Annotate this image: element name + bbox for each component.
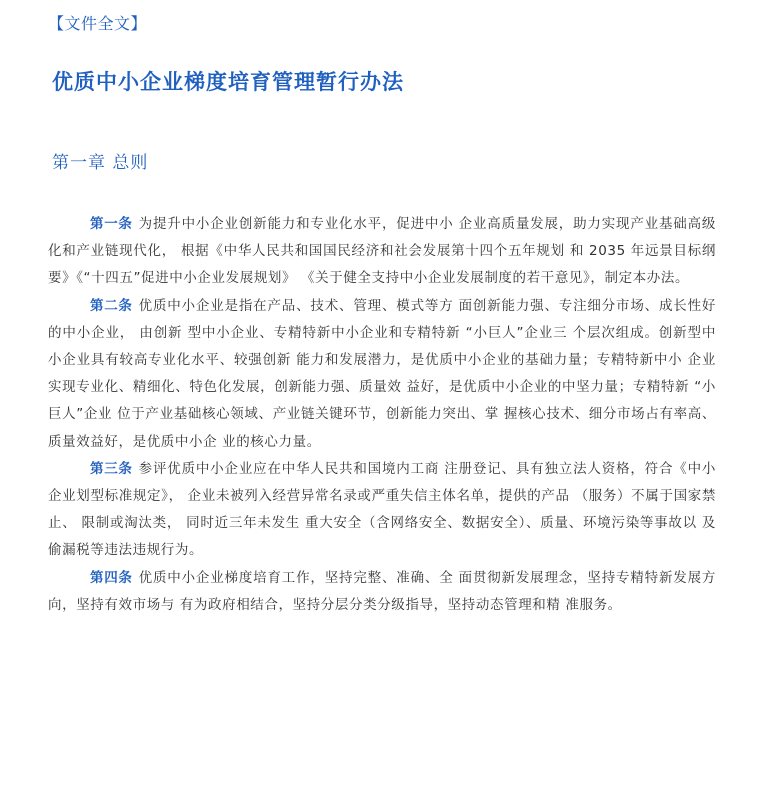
article-3-label: 第三条	[90, 460, 133, 477]
article-1	[48, 211, 716, 293]
article-2-label: 第二条	[90, 297, 133, 314]
article-4-label: 第四条	[90, 569, 133, 586]
article-4-text: 优质中小企业梯度培育工作，坚持完整、准确、全 面贯彻新发展理念，坚持专精特新发展方向，坚持有效市场与 有为政府相结合，坚持分层分类分级指导，坚持动态管理和精 准服务。	[48, 569, 717, 613]
article-4	[48, 565, 716, 619]
article-3	[48, 456, 716, 565]
document-tag: 【文件全文】	[48, 14, 148, 33]
page-title: 优质中小企业梯度培育管理暂行办法	[52, 70, 404, 94]
chapter-heading: 第一章 总则	[52, 153, 149, 173]
article-2	[48, 293, 716, 456]
article-2-text: 优质中小企业是指在产品、技术、管理、模式等方 面创新能力强、专注细分市场、成长性好的中小企业， 由创新 型中小企业、专精特新中小企业和专精特新 “小巨人”企业三 个层次组成。创新型中小企业具有较高专业化水平、较强创新 能力和发展潜力，是优质中小企业的基础力量；专精特新中小 企业实现专业化、精细化、特色化发展，创新能力强、质量效 益好，是优质中小企业的中坚力量；专精特新 “小巨人”企业 位于产业基础核心领域、产业链关键环节，创新能力突出、掌 握核心技术、细分市场占有率高、质量效益好，是优质中小企 业的核心力量。	[48, 297, 717, 450]
article-3-text: 参评优质中小企业应在中华人民共和国境内工商 注册登记、具有独立法人资格，符合《中小企业划型标准规定》， 企业未被列入经营异常名录或严重失信主体名单，提供的产品 （服务）不属于国家禁止、 限制或淘汰类， 同时近三年未发生 重大安全（含网络安全、数据安全）、质量、环境污染等事故以 及偷漏税等违法违规行为。	[48, 460, 717, 559]
article-1-text: 为提升中小企业创新能力和专业化水平，促进中小 企业高质量发展，助力实现产业基础高级化和产业链现代化， 根据《中华人民共和国国民经济和社会发展第十四个五年规划 和 2035 年远景目标纲要》《“十四五”促进中小企业发展规划》 《关于健全支持中小企业发展制度的若干意见》，制定本办法。	[48, 216, 717, 287]
document-body	[48, 211, 716, 619]
article-1-label: 第一条	[90, 216, 133, 232]
